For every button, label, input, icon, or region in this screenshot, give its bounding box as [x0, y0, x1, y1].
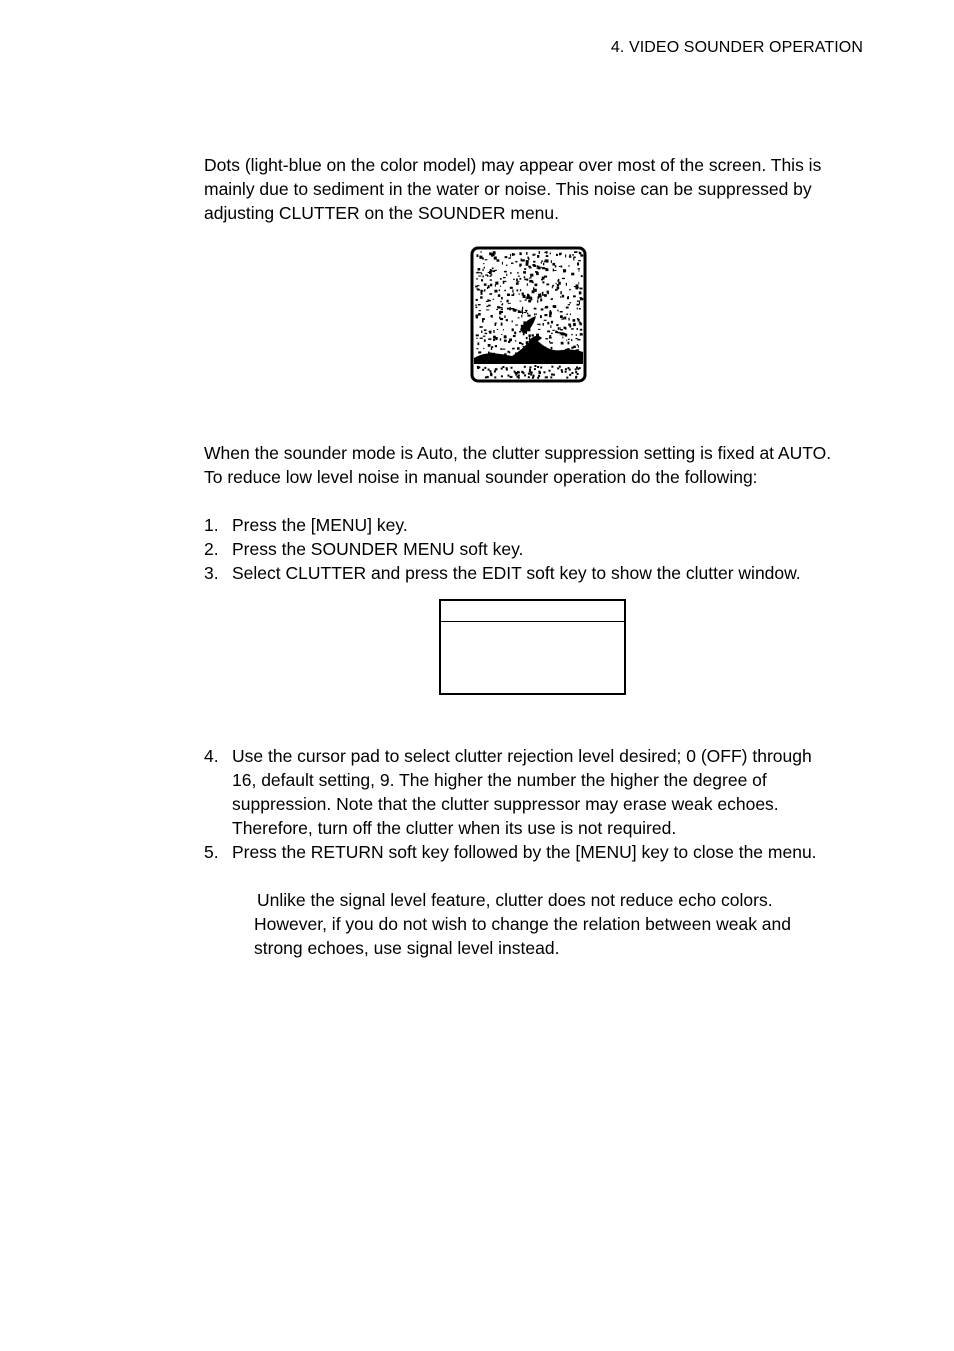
step-1-number: 1.: [204, 515, 219, 535]
step-3-number: 3.: [204, 563, 219, 583]
step-2-text: Press the SOUNDER MENU soft key.: [232, 539, 524, 559]
step-4: [204, 744, 884, 840]
section-header: 4. VIDEO SOUNDER OPERATION: [610, 39, 863, 56]
intro-paragraph: [204, 153, 884, 225]
clutter-window-figure: [439, 599, 626, 695]
step-1-text: Press the [MENU] key.: [232, 515, 408, 535]
sounder-noise-display-icon: [470, 246, 587, 383]
step-2-number: 2.: [204, 539, 219, 559]
step-4-line-4: Therefore, turn off the clutter when its use is not required.: [232, 818, 677, 838]
step-1: [204, 513, 884, 537]
auto-note-line-1: When the sounder mode is Auto, the clutter suppression setting is fixed at AUTO.: [204, 443, 832, 463]
step-2: [204, 537, 884, 561]
auto-note-line-2: To reduce low level noise in manual sounder operation do the following:: [204, 467, 758, 487]
note-line-3: strong echoes, use signal level instead.: [254, 938, 560, 958]
intro-line-1: Dots (light-blue on the color model) may appear over most of the screen. This is: [204, 155, 822, 175]
step-4-line-3: suppression. Note that the clutter suppressor may erase weak echoes.: [232, 794, 779, 814]
step-5-number: 5.: [204, 842, 219, 862]
step-5-text: Press the RETURN soft key followed by the [MENU] key to close the menu.: [232, 842, 817, 862]
step-4-line-2: 16, default setting, 9. The higher the number the higher the degree of: [232, 770, 767, 790]
steps-list-1: [204, 513, 884, 585]
step-3: [204, 561, 884, 585]
step-4-line-1: Use the cursor pad to select clutter rejection level desired; 0 (OFF) through: [232, 746, 812, 766]
step-4-number: 4.: [204, 746, 219, 766]
step-3-text: Select CLUTTER and press the EDIT soft key to show the clutter window.: [232, 563, 801, 583]
auto-mode-paragraph: [204, 441, 884, 489]
steps-list-2: [204, 744, 884, 864]
step-5: [204, 840, 884, 864]
intro-line-2: mainly due to sediment in the water or noise. This noise can be suppressed by: [204, 179, 812, 199]
clutter-window-titlebar: [441, 601, 624, 622]
note-line-1: Unlike the signal level feature, clutter does not reduce echo colors.: [257, 890, 773, 910]
note-paragraph: [254, 888, 854, 960]
intro-line-3: adjusting CLUTTER on the SOUNDER menu.: [204, 203, 559, 223]
note-line-2: However, if you do not wish to change the relation between weak and: [254, 914, 792, 934]
